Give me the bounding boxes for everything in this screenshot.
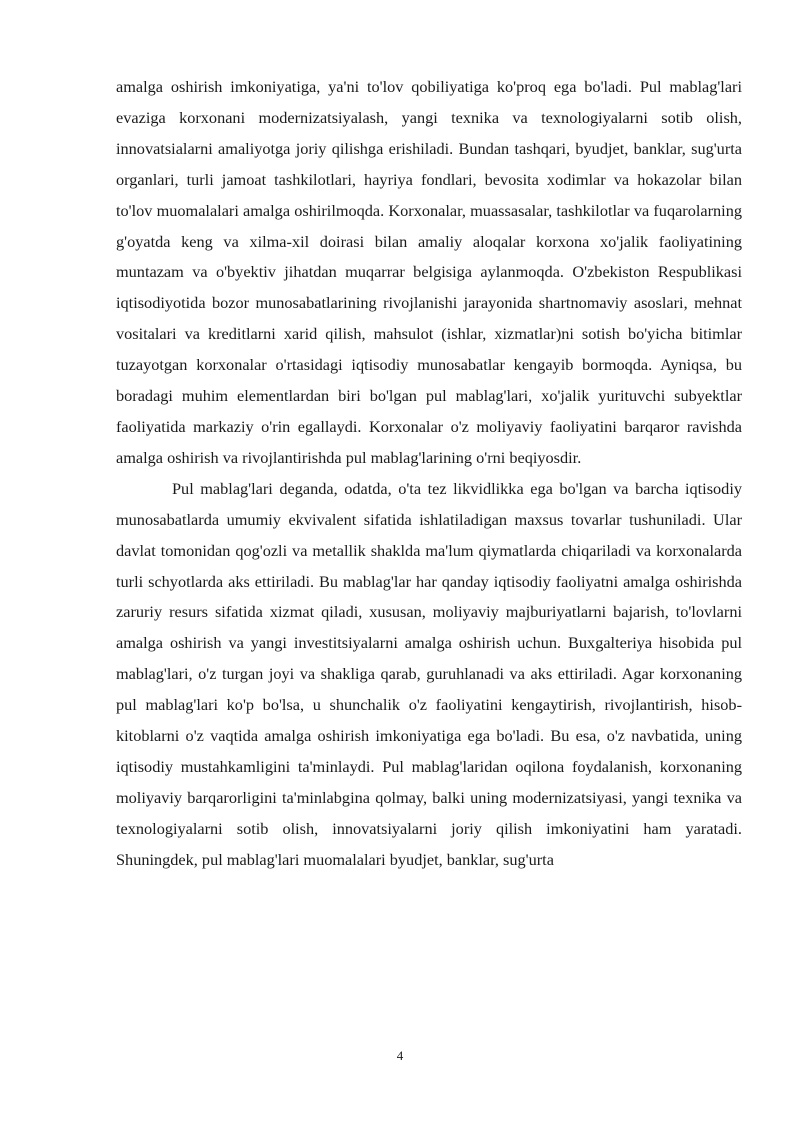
page-number: 4 xyxy=(396,1048,404,1063)
body-text xyxy=(116,72,742,876)
paragraph-cash-funds: Pul mablag'lari deganda, odatda, o'ta tez likvidlikka ega bo'lgan va barcha iqtisodiy munosabatlarda umumiy ekvivalent sifatida ishlatiladigan maxsus tovarlar tushuniladi. Ular davlat tomonidan qog'ozli va metallik shaklda ma'lum qiymatlarda chiqariladi va korxonalarda turli schyotlarda aks ettiriladi. Bu mablag'lar har qanday iqtisodiy faoliyatni amalga oshirishda zaruriy resurs sifatida xizmat qiladi, xususan, moliyaviy majburiyatlarni bajarish, to'lovlarni amalga oshirish va yangi investitsiyalarni amalga oshirish uchun. Buxgalteriya hisobida pul mablag'lari, o'z turgan joyi va shakliga qarab, guruhlanadi va aks ettiriladi. Agar korxonaning pul mablag'lari ko'p bo'lsa, u shunchalik o'z faoliyatini kengaytirish, rivojlantirish, hisob-kitoblarni o'z vaqtida amalga oshirish imkoniyatiga ega bo'ladi. Bu esa, o'z navbatida, uning iqtisodiy mustahkamligini ta'minlaydi. Pul mablag'laridan oqilona foydalanish, korxonaning moliyaviy barqarorligini ta'minlabgina qolmay, balki uning modernizatsiyasi, yangi texnika va texnologiyalarni sotib olish, innovatsiyalarni joriy qilish imkoniyatini ham yaratadi. Shuningdek, pul mablag'lari muomalalari byudjet, banklar, sug'urta xyxy=(116,478,742,869)
paragraph-continuation: amalga oshirish imkoniyatiga, ya'ni to'lov qobiliyatiga ko'proq ega bo'ladi. Pul mablag'lari evaziga korxonani modernizatsiyalash, yangi texnika va texnologiyalarni sotib olish, innovatsialarni amaliyotga joriy qilishga erishiladi. Bundan tashqari, byudjet, banklar, sug'urta organlari, turli jamoat tashkilotlari, hayriya fondlari, bevosita xodimlar va hokazolar bilan to'lov muomalalari amalga oshirilmoqda. Korxonalar, muassasalar, tashkilotlar va fuqarolarning g'oyatda keng va xilma-xil doirasi bilan amaliy aloqalar korxona xo'jalik faoliyatining muntazam va o'byektiv jihatdan muqarrar belgisiga aylanmoqda. O'zbekiston Respublikasi iqtisodiyotida bozor munosabatlarining rivojlanishi jarayonida shartnomaviy asoslari, mehnat vositalari va kreditlarni xarid qilish, mahsulot (ishlar, xizmatlar)ni sotish bo'yicha bitimlar tuzayotgan korxonalar o'rtasidagi iqtisodiy munosabatlar kengayib bormoqda. Ayniqsa, bu boradagi muhim elementlardan biri bo'lgan pul mablag'lari, xo'jalik yurituvchi subyektlar faoliyatida markaziy o'rin egallaydi. Korxonalar o'z moliyaviy faoliyatini barqaror ravishda amalga oshirish va rivojlantirishda pul mablag'larining o'rni beqiyosdir. xyxy=(116,77,742,467)
